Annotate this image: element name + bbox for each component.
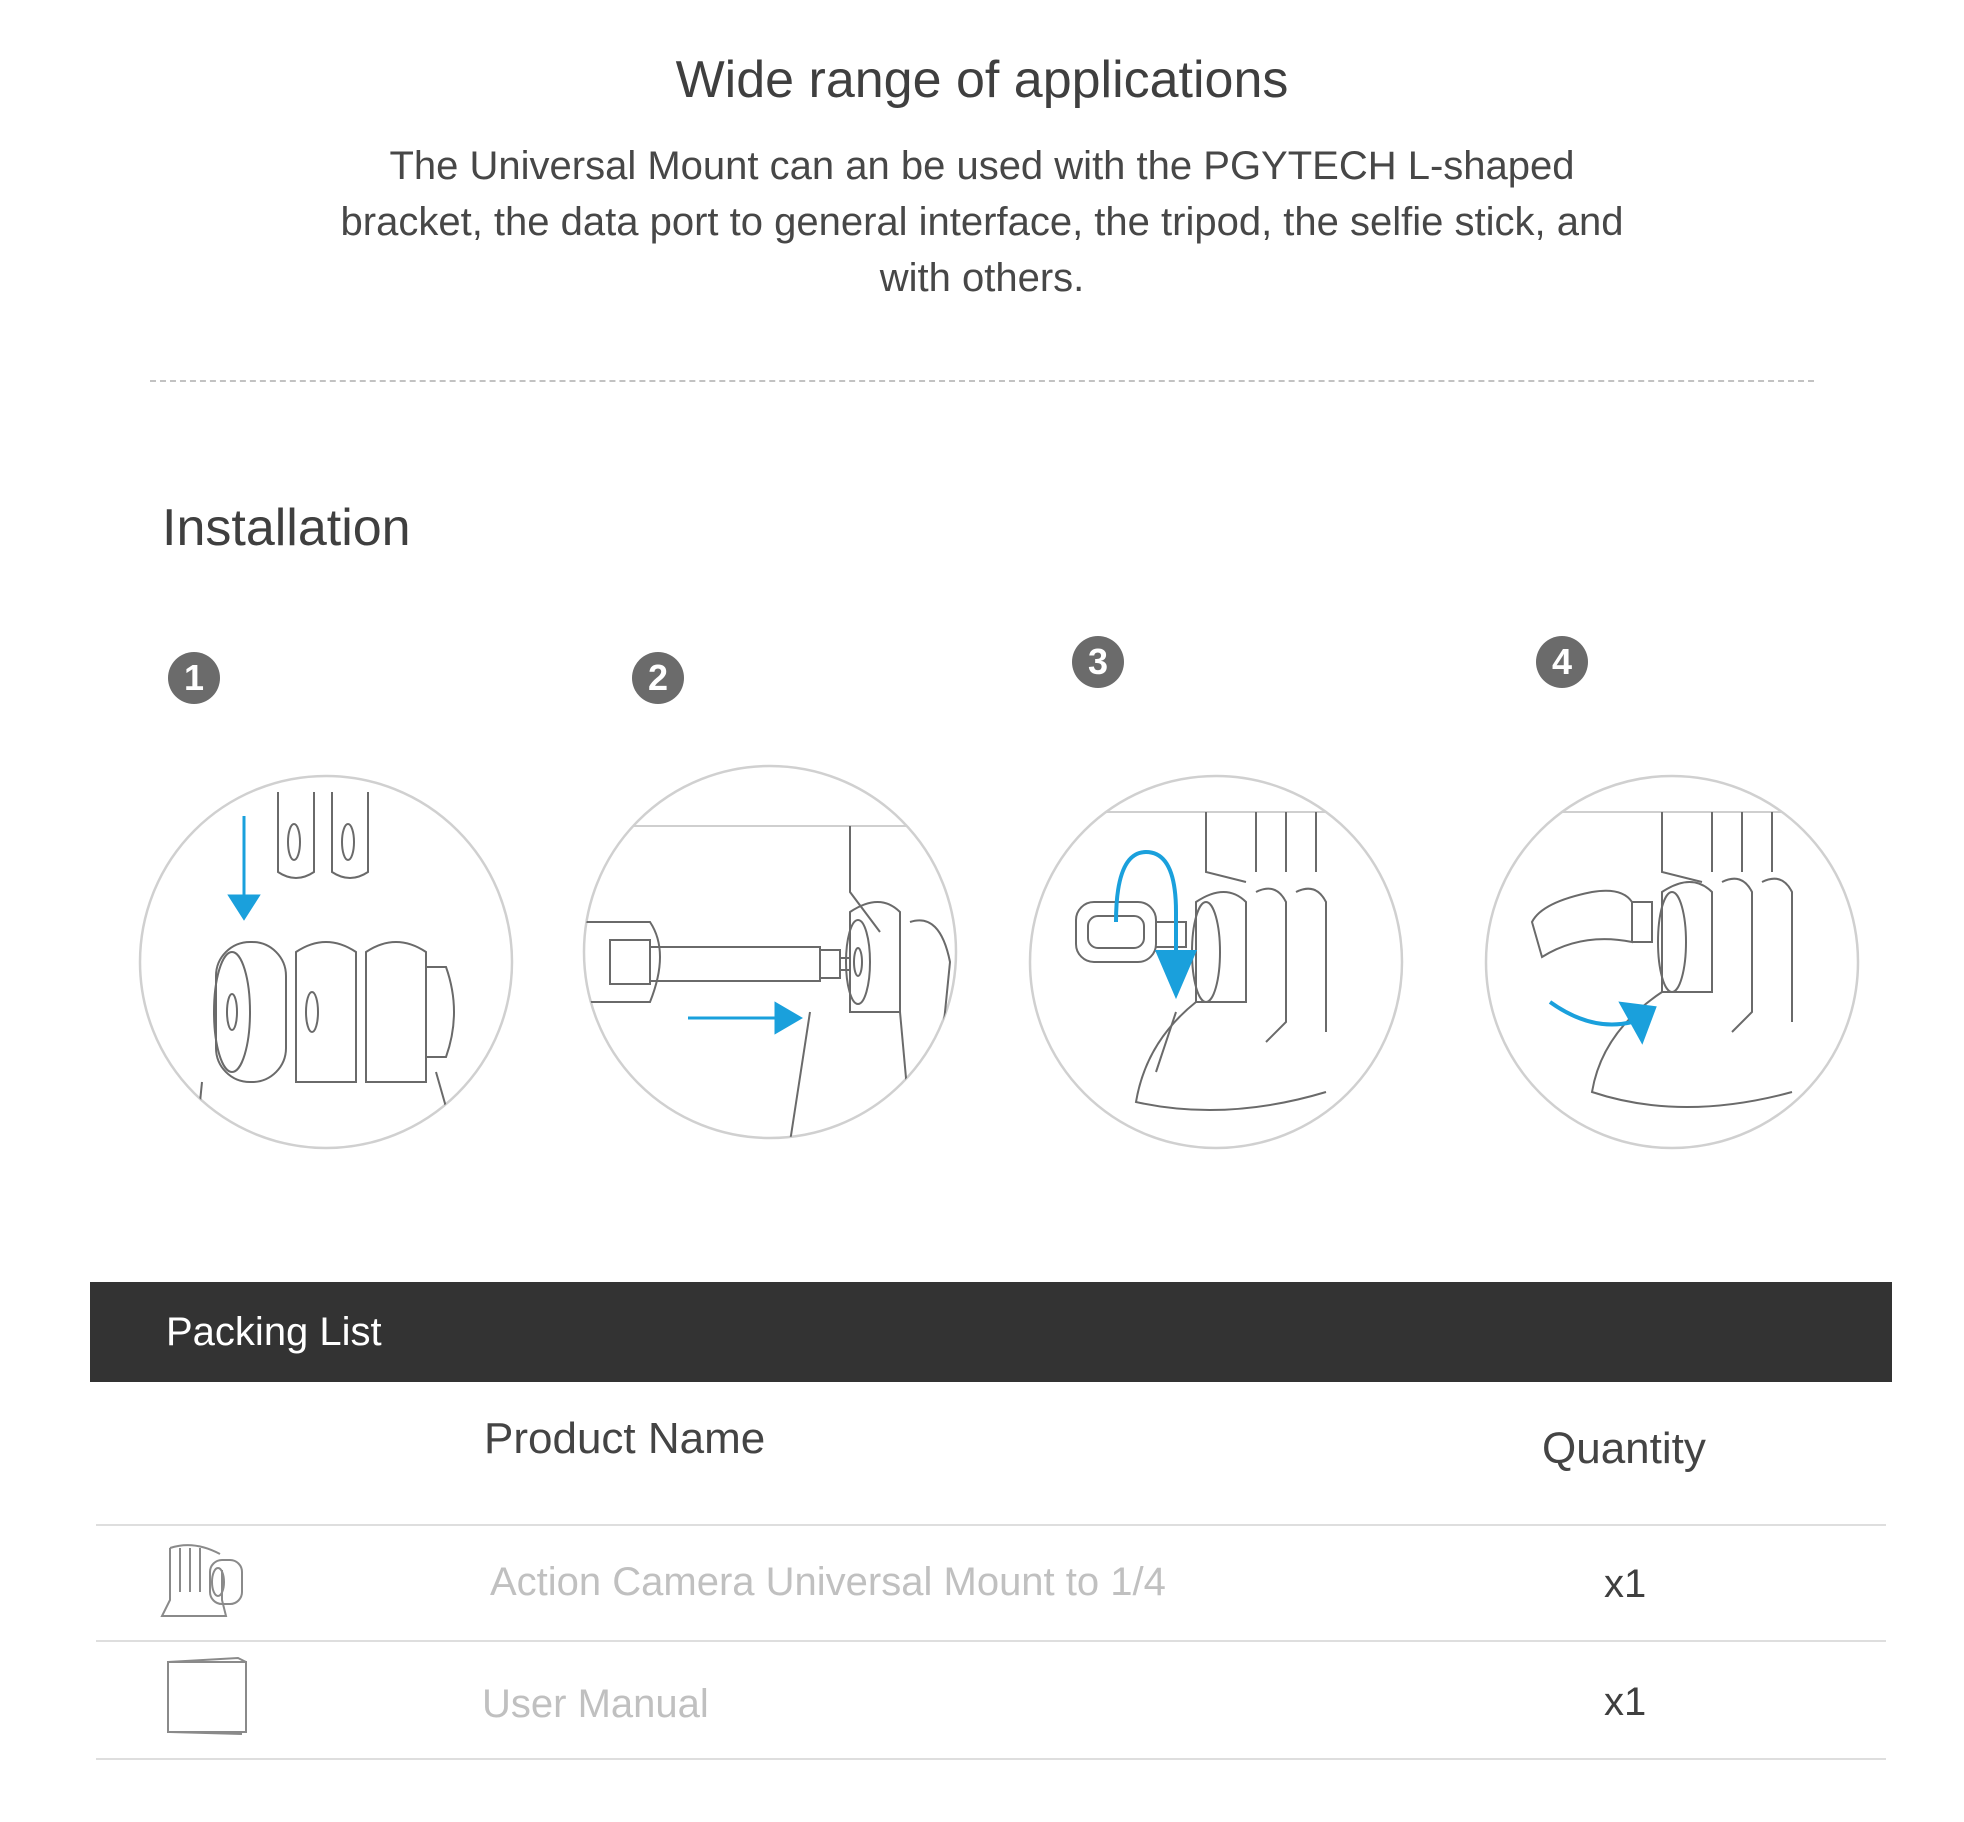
list-item-name: User Manual [482,1682,709,1726]
product-name-column-header: Product Name [484,1414,766,1463]
step-number-badge: 1 [168,652,220,704]
mount-attach-icon [136,772,516,1152]
step-number-badge: 3 [1072,636,1124,688]
applications-title: Wide range of applications [675,51,1289,109]
universal-mount-icon [154,1540,254,1624]
applications-description: The Universal Mount can an be used with the PGYTECH L-shaped bracket, the data port to general interface, the tripod, the selfie stick, and with others. [340,144,1624,300]
dashed-divider [150,380,1814,382]
table-divider [96,1640,1886,1642]
list-item-quantity: x1 [1604,1562,1647,1606]
list-item-quantity: x1 [1604,1680,1647,1724]
installation-title: Installation [162,499,411,557]
table-divider [96,1758,1886,1760]
packing-list-header [90,1282,1892,1382]
clamp-rotate-icon [1026,772,1406,1152]
screw-insert-icon [580,762,960,1142]
quantity-column-header: Quantity [1542,1424,1706,1473]
step-number-badge: 2 [632,652,684,704]
table-divider [96,1524,1886,1526]
packing-list-title: Packing List [166,1310,382,1354]
list-item-name: Action Camera Universal Mount to 1/4 [490,1560,1166,1604]
user-manual-icon [162,1656,252,1736]
step-number-badge: 4 [1536,636,1588,688]
clamp-tighten-icon [1482,772,1862,1152]
